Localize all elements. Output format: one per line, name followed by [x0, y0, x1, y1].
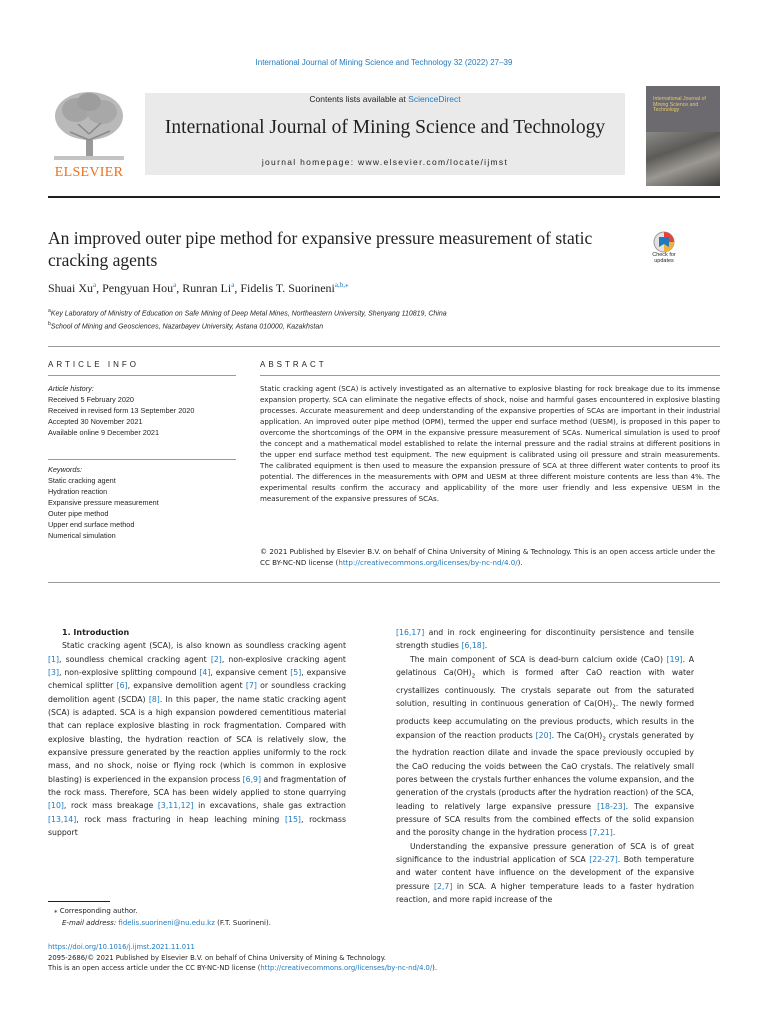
open-access-line: [48, 963, 720, 974]
affiliation-text: Key Laboratory of Ministry of Education on Safe Mining of Deep Metal Mines, Northeastern University, Shenyang 110819, China: [50, 310, 447, 318]
elsevier-tree-logo[interactable]: [48, 88, 130, 184]
tree-icon: [48, 88, 130, 164]
publication-footer: [48, 942, 720, 974]
email-suffix: (F.T. Suorineni).: [217, 918, 271, 927]
copyright-text: © 2021 Published by Elsevier B.V. on behalf of China University of Mining & Technology. This is an open access article under the CC BY-NC-ND license (: [260, 547, 715, 568]
citation-link[interactable]: [13,14]: [48, 814, 77, 824]
copyright-suffix: ).: [517, 558, 523, 568]
contents-line: [145, 94, 625, 104]
abstract-heading: ABSTRACT: [260, 360, 327, 369]
citation-link[interactable]: [3]: [48, 668, 59, 678]
author-affiliation-marker[interactable]: a: [231, 281, 235, 289]
citation-link[interactable]: [2,7]: [433, 881, 453, 891]
author-affiliation-marker[interactable]: a: [173, 281, 177, 289]
author-name[interactable]: Shuai Xu: [48, 281, 93, 295]
corresponding-label: ⁎ Corresponding author.: [54, 907, 138, 915]
citation-link[interactable]: [1]: [48, 654, 59, 664]
citation-link[interactable]: [16,17]: [396, 628, 425, 637]
history-received: Received 5 February 2020: [48, 395, 134, 404]
history-online: Available online 9 December 2021: [48, 428, 160, 437]
oa-suffix: ).: [432, 964, 437, 972]
citation-link[interactable]: [7]: [245, 681, 257, 691]
keyword: Numerical simulation: [48, 531, 116, 540]
author-separator: ,: [234, 281, 241, 295]
citation-link[interactable]: [6,18]: [461, 641, 485, 651]
subscript: 2: [602, 736, 606, 743]
crossmark-icon: [646, 231, 682, 253]
body-paragraph: Static cracking agent (SCA), is also known as soundless cracking agent [1], soundless chemical cracking agent [2], non-explosive cracking agent [3], non-explosive splitting compound [4], expansive cement [5], expansive chemical splitter [6], expansive demolition agent [7] or soundless cracking demolition agent (SCDA) [8]. In this paper, the name static cracking agent (SCA) is adapted. SCA is a high expansion powdered cementitious material that can replace explosive blasting in rock fragmentation. Compared with explosive blasting, the hydration reaction of SCA is relatively slow, the expansive pressure generated by the reaction applies uniformly to the rock mass, and no shock, noise or flying rock (which is common in explosive blasting) is experienced in the expansion process [6,9] and fragmentation of the rock mass. Therefore, SCA has been widely applied to stone quarrying [10], rock mass breakage [3,11,12] in excavations, shale gas extraction [13,14], rock mass fracturing in heap leaching mining [15], rockmass support: [48, 641, 347, 838]
citation-link[interactable]: [8]: [148, 694, 160, 704]
cover-image: [646, 132, 720, 186]
citation-link[interactable]: [10]: [48, 801, 64, 811]
author-name[interactable]: Pengyuan Hou: [102, 281, 174, 295]
crossmark-badge[interactable]: [646, 231, 682, 271]
abstract-end-rule: [48, 582, 720, 583]
email-label: E-mail address:: [62, 918, 117, 927]
citation-link[interactable]: [6,9]: [242, 774, 262, 784]
subscript: 2: [471, 673, 476, 680]
history-revised: Received in revised form 13 September 2020: [48, 406, 195, 415]
sciencedirect-link[interactable]: ScienceDirect: [408, 94, 461, 104]
author-list: [48, 281, 720, 296]
body-right-column: [396, 626, 694, 907]
doi-link[interactable]: https://doi.org/10.1016/j.ijmst.2021.11.011: [48, 943, 195, 951]
email-link[interactable]: fidelis.suorineni@nu.edu.kz: [118, 918, 215, 927]
abstract-text: Static cracking agent (SCA) is actively investigated as an alternative to explosive blasting for rock breakage due to its immense expansion property. SCA can eliminate the negative effects of shock, noise and harmful gases encountered in explosive blasting processes. Accurate measurement and deep understanding of the expansive properties of SCAs are important in their industrial application. An improved outer pipe method (OPM), termed the upper end surface method (UESM), is proposed in this paper to overcome the shortcomings of the OPM in the expansive pressure measurement of SCAs. Numerical simulation is used to proof the concept and a mathematical model established to relate the internal pressure and the radial strains at different positions in the upper end surface method test equipment. The new equipment is calibrated using oil pressure and strain measurements. The calibrated equipment is then used to measure the expansion pressure of SCA at three different water contents to proof its potential. The differences in the measurements with OPM and UESM at three different moisture contents are less than 4%. The experimental results confirm the accuracy and applicability of the more user friendly and less expensive UESM in the measurement of the expansive pressures of SCAs.: [260, 384, 720, 504]
corresponding-author-footnote: [48, 906, 388, 929]
author-name[interactable]: Fidelis T. Suorineni: [240, 281, 335, 295]
license-link[interactable]: http://creativecommons.org/licenses/by-nc-nd/4.0/: [338, 558, 518, 568]
citation-link[interactable]: [4]: [199, 668, 211, 678]
contents-prefix: Contents lists available at: [309, 94, 406, 104]
history-accepted: Accepted 30 November 2021: [48, 417, 143, 426]
keyword: Upper end surface method: [48, 520, 135, 529]
cover-header: [646, 86, 720, 132]
citation-link[interactable]: [2]: [210, 654, 222, 664]
section-heading-introduction: 1. Introduction: [62, 628, 130, 637]
affiliation-a: [48, 306, 720, 319]
journal-reference[interactable]: International Journal of Mining Science and Technology 32 (2022) 27–39: [255, 58, 513, 67]
body-paragraph: [16,17] and in rock engineering for discontinuity persistence and tensile strength studies [6,18].: [396, 628, 694, 651]
citation-link[interactable]: [6]: [116, 681, 128, 691]
citation-link[interactable]: [7,21]: [589, 828, 613, 838]
journal-cover-thumbnail[interactable]: [646, 86, 720, 186]
masthead-band: [145, 93, 625, 175]
footnote-rule: [48, 901, 110, 902]
keyword: Expansive pressure measurement: [48, 498, 159, 507]
article-history: [48, 383, 236, 438]
journal-masthead: [48, 88, 720, 188]
masthead-divider: [48, 196, 720, 198]
citation-link[interactable]: [18-23]: [597, 801, 626, 811]
author-affiliation-marker[interactable]: a,b,⁎: [334, 281, 349, 289]
body-left-column: [48, 626, 346, 840]
crossmark-label: Check for updates: [652, 252, 676, 264]
journal-title: International Journal of Mining Science and Technology: [164, 117, 606, 138]
abstract-copyright: [260, 546, 720, 568]
citation-link[interactable]: [3,11,12]: [157, 801, 194, 811]
journal-homepage[interactable]: journal homepage: www.elsevier.com/locate/ijmst: [261, 157, 509, 167]
abstract-rule: [260, 375, 720, 376]
history-label: Article history:: [48, 384, 94, 393]
author-separator: ,: [176, 281, 183, 295]
affiliations: [48, 306, 720, 333]
author-separator: ,: [96, 281, 103, 295]
left-column-text: [48, 639, 346, 839]
issn-line: 2095-2686/© 2021 Published by Elsevier B.V. on behalf of China University of Mining & Technology.: [48, 953, 386, 962]
affiliation-marker: a: [48, 308, 51, 314]
affiliation-b: [48, 319, 720, 332]
keywords-rule: [48, 459, 236, 460]
citation-link[interactable]: [19]: [666, 654, 683, 664]
keywords-label: Keywords:: [48, 465, 83, 474]
affiliation-marker: b: [48, 321, 51, 328]
article-info-heading: ARTICLE INFO: [48, 360, 139, 369]
citation-link[interactable]: [22-27]: [589, 855, 618, 865]
header-divider: [48, 346, 720, 347]
elsevier-wordmark: ELSEVIER: [54, 165, 124, 180]
cover-title: International Journal of Mining Science and Technology: [653, 96, 706, 113]
citation-link[interactable]: [15]: [285, 814, 301, 824]
affiliation-text: School of Mining and Geosciences, Nazarbayev University, Astana 010000, Kazakhstan: [50, 323, 324, 331]
author-name[interactable]: Runran Li: [182, 281, 232, 295]
citation-link[interactable]: [20]: [535, 730, 552, 740]
keyword: Hydration reaction: [48, 487, 108, 496]
email-line: [48, 918, 388, 930]
article-info-rule: [48, 375, 236, 376]
subscript: 2: [612, 704, 616, 711]
body-paragraph: The main component of SCA is dead-burn calcium oxide (CaO) [19]. A gelatinous $Ca(OH)_2$ which is formed after CaO reaction with water crystallizes continuously. The crystals separate out from the saturated solution, resulting in continuous generation of $Ca(OH)_2$. The newly formed products keep accumulating on the previous products, which results in the expansion of the reaction products [20]. The $Ca(OH)_2$ crystals generated by the hydration reaction dilate and invade the space previously occupied by the CaO reducing the voids between the CaO crystals. The relatively small pores between the crystals further enhances the volume expansion, and the generation of the crystals (products after the hydration reaction) of the SCA, leading to relatively large expansive pressure [18-23]. The expansive pressure of SCA results from the combined effects of the solid expansion and the porosity change in the hydration process [7,21].: [396, 654, 695, 838]
oa-license-link[interactable]: http://creativecommons.org/licenses/by-nc-nd/4.0/: [260, 964, 433, 972]
right-column-text: [396, 626, 694, 907]
body-paragraph: Understanding the expansive pressure generation of SCA is of great significance to the industrial application of SCA [22-27]. Both temperature and water content have influence on the development of the expansive pressure [2,7] in SCA. A higher temperature leads to a faster hydration reaction, and more rapid increase of the: [396, 841, 694, 905]
keywords-block: [48, 464, 236, 541]
article-title: An improved outer pipe method for expansive pressure measurement of static cracking agents: [48, 228, 593, 270]
keyword: Static cracking agent: [48, 476, 116, 485]
oa-prefix: This is an open access article under the CC BY-NC-ND license (: [48, 964, 261, 972]
author-affiliation-marker[interactable]: a: [93, 281, 97, 289]
keyword: Outer pipe method: [48, 509, 109, 518]
citation-link[interactable]: [5]: [290, 668, 302, 678]
